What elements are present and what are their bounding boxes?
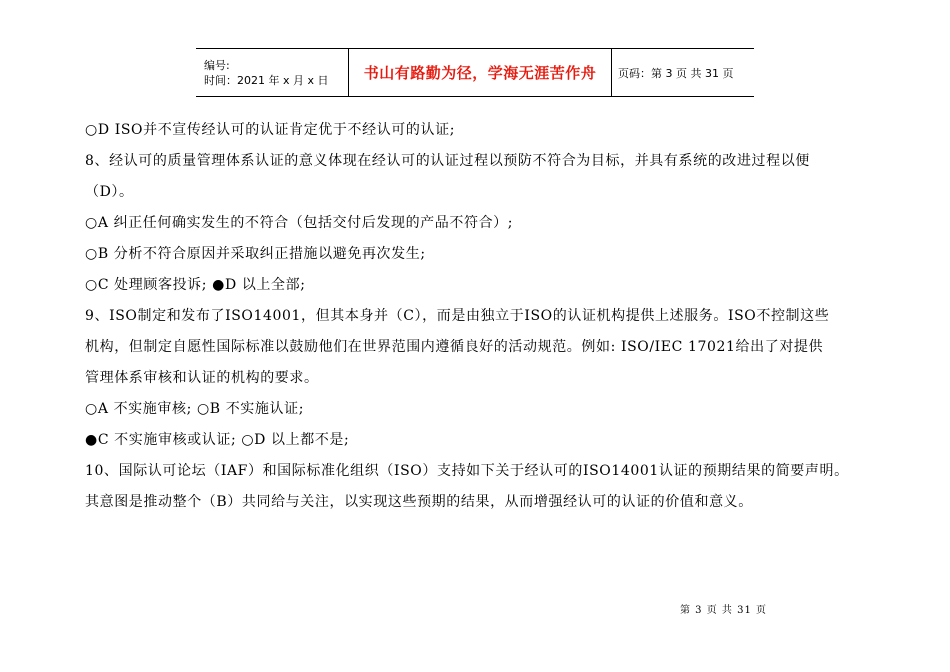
header-motto: 书山有路勤为径，学海无涯苦作舟	[349, 49, 612, 97]
body-line: ○C 处理顾客投诉; ●D 以上全部;	[85, 277, 306, 293]
header-page-code: 页码：第 3 页 共 31 页	[612, 49, 755, 97]
header-meta	[196, 49, 349, 97]
body-line: 其意图是推动整个（B）共同给与关注，以实现这些预期的结果，从而增强经认可的认证的价值和意义。	[85, 494, 753, 510]
body-line: （D）。	[85, 184, 134, 200]
body-line: ○A 不实施审核; ○B 不实施认证;	[85, 401, 305, 417]
body-line: 机构，但制定自愿性国际标准以鼓励他们在世界范围内遵循良好的活动规范。例如: ISO/IEC 17021给出了对提供	[85, 339, 824, 355]
body-line: 8、经认可的质量管理体系认证的意义体现在经认可的认证过程以预防不符合为目标，并具有系统的改进过程以便	[85, 153, 810, 169]
document-body	[85, 115, 885, 518]
body-line: ●C 不实施审核或认证; ○D 以上都不是;	[85, 432, 350, 448]
number-label: 编号:	[204, 58, 230, 72]
body-line: 10、国际认可论坛（IAF）和国际标准化组织（ISO）支持如下关于经认可的ISO14001认证的预期结果的简要声明。	[85, 463, 849, 479]
time-label: 时间：2021 年 x 月 x 日	[204, 73, 329, 87]
page-header	[196, 48, 754, 97]
page-footer: 第 3 页 共 31 页	[680, 605, 767, 616]
body-line: 管理体系审核和认证的机构的要求。	[85, 370, 319, 386]
body-line: ○B 分析不符合原因并采取纠正措施以避免再次发生;	[85, 246, 426, 262]
body-line: ○A 纠正任何确实发生的不符合（包括交付后发现的产品不符合）;	[85, 215, 514, 231]
body-line: ○D ISO并不宣传经认可的认证肯定优于不经认可的认证;	[85, 122, 456, 138]
body-line: 9、ISO制定和发布了ISO14001，但其本身并（C），而是由独立于ISO的认证机构提供上述服务。ISO不控制这些	[85, 308, 830, 324]
